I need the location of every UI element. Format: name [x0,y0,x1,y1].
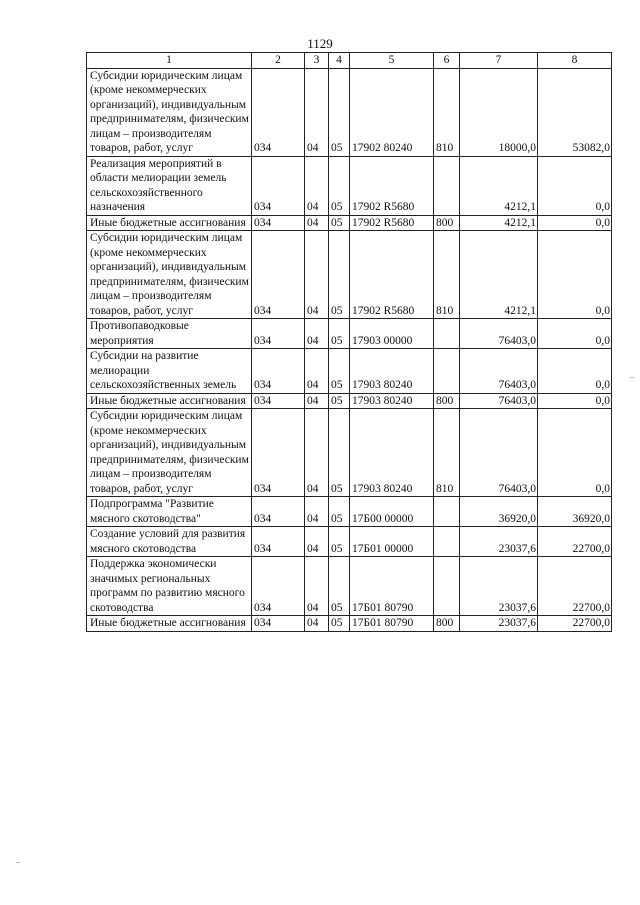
cell-target-article: 17903 80240 [350,349,434,394]
cell-amount-1: 4212,1 [460,215,538,231]
cell-amount-2: 0,0 [538,231,612,319]
cell-code-admin: 034 [252,527,305,557]
cell-expense-type: 810 [434,68,460,156]
cell-section: 04 [305,349,329,394]
cell-target-article: 17903 80240 [350,409,434,497]
row-name: Субсидии юридическим лицам (кроме некоммерческих организаций), индивидуальным предпринимателям, физическим лицам – производителям товаров, работ, услуг [87,231,252,319]
row-name: Иные бюджетные ассигнования [87,616,252,632]
table-row [87,319,612,349]
cell-expense-type: 800 [434,393,460,409]
row-name: Реализация мероприятий в области мелиорации земель сельскохозяйственного назначения [87,156,252,215]
cell-expense-type [434,319,460,349]
cell-subsection: 05 [329,215,350,231]
scan-speck [16,862,20,863]
row-name: Иные бюджетные ассигнования [87,215,252,231]
table-row [87,497,612,527]
cell-amount-1: 76403,0 [460,319,538,349]
row-name: Подпрограмма "Развитие мясного скотоводства" [87,497,252,527]
table-row [87,68,612,156]
cell-subsection: 05 [329,349,350,394]
cell-target-article: 17903 00000 [350,319,434,349]
cell-amount-2: 0,0 [538,156,612,215]
cell-amount-2: 53082,0 [538,68,612,156]
cell-amount-1: 4212,1 [460,156,538,215]
cell-subsection: 05 [329,319,350,349]
cell-amount-2: 22700,0 [538,557,612,616]
table-row [87,616,612,632]
cell-subsection: 05 [329,497,350,527]
col-header-1: 1 [87,53,252,69]
cell-expense-type [434,349,460,394]
table-row [87,393,612,409]
cell-target-article: 17Б01 80790 [350,557,434,616]
table-row [87,349,612,394]
cell-code-admin: 034 [252,393,305,409]
cell-section: 04 [305,393,329,409]
table-row [87,557,612,616]
cell-code-admin: 034 [252,319,305,349]
cell-target-article: 17902 R5680 [350,215,434,231]
cell-section: 04 [305,319,329,349]
cell-subsection: 05 [329,68,350,156]
table-row [87,215,612,231]
cell-subsection: 05 [329,393,350,409]
cell-target-article: 17902 R5680 [350,156,434,215]
cell-subsection: 05 [329,231,350,319]
cell-amount-2: 0,0 [538,215,612,231]
cell-subsection: 05 [329,557,350,616]
cell-section: 04 [305,215,329,231]
cell-target-article: 17Б01 80790 [350,616,434,632]
cell-code-admin: 034 [252,68,305,156]
cell-code-admin: 034 [252,497,305,527]
cell-expense-type: 810 [434,409,460,497]
col-header-7: 7 [460,53,538,69]
cell-subsection: 05 [329,156,350,215]
cell-subsection: 05 [329,527,350,557]
cell-amount-2: 22700,0 [538,527,612,557]
table-row [87,527,612,557]
cell-amount-1: 23037,6 [460,616,538,632]
cell-subsection: 05 [329,616,350,632]
cell-expense-type: 800 [434,215,460,231]
cell-code-admin: 034 [252,616,305,632]
cell-section: 04 [305,156,329,215]
cell-amount-2: 0,0 [538,319,612,349]
cell-amount-1: 36920,0 [460,497,538,527]
cell-expense-type: 810 [434,231,460,319]
page-number: 1129 [307,36,333,51]
cell-expense-type [434,497,460,527]
cell-amount-2: 0,0 [538,349,612,394]
cell-amount-2: 0,0 [538,393,612,409]
cell-expense-type: 800 [434,616,460,632]
scan-speck [630,377,634,378]
col-header-8: 8 [538,53,612,69]
cell-expense-type [434,557,460,616]
table-row [87,231,612,319]
cell-amount-1: 23037,6 [460,527,538,557]
cell-section: 04 [305,616,329,632]
cell-code-admin: 034 [252,409,305,497]
cell-target-article: 17Б01 00000 [350,527,434,557]
table-row [87,409,612,497]
cell-code-admin: 034 [252,349,305,394]
cell-target-article: 17902 80240 [350,68,434,156]
cell-section: 04 [305,409,329,497]
cell-amount-2: 0,0 [538,409,612,497]
cell-expense-type [434,156,460,215]
row-name: Противопаводковые мероприятия [87,319,252,349]
cell-amount-2: 36920,0 [538,497,612,527]
cell-section: 04 [305,68,329,156]
cell-section: 04 [305,231,329,319]
cell-amount-2: 22700,0 [538,616,612,632]
cell-target-article: 17902 R5680 [350,231,434,319]
row-name: Создание условий для развития мясного скотоводства [87,527,252,557]
cell-amount-1: 76403,0 [460,409,538,497]
col-header-6: 6 [434,53,460,69]
cell-amount-1: 76403,0 [460,393,538,409]
cell-code-admin: 034 [252,215,305,231]
table-row [87,156,612,215]
row-name: Субсидии юридическим лицам (кроме некоммерческих организаций), индивидуальным предпринимателям, физическим лицам – производителям товаров, работ, услуг [87,409,252,497]
cell-amount-1: 4212,1 [460,231,538,319]
cell-target-article: 17903 80240 [350,393,434,409]
cell-amount-1: 76403,0 [460,349,538,394]
row-name: Поддержка экономически значимых региональных программ по развитию мясного скотоводства [87,557,252,616]
cell-code-admin: 034 [252,557,305,616]
table-header-row [87,53,612,69]
cell-section: 04 [305,497,329,527]
cell-section: 04 [305,557,329,616]
row-name: Субсидии юридическим лицам (кроме некоммерческих организаций), индивидуальным предпринимателям, физическим лицам – производителям товаров, работ, услуг [87,68,252,156]
cell-section: 04 [305,527,329,557]
col-header-5: 5 [350,53,434,69]
cell-amount-1: 23037,6 [460,557,538,616]
budget-table [86,52,612,632]
col-header-4: 4 [329,53,350,69]
cell-subsection: 05 [329,409,350,497]
cell-code-admin: 034 [252,156,305,215]
cell-code-admin: 034 [252,231,305,319]
cell-amount-1: 18000,0 [460,68,538,156]
col-header-2: 2 [252,53,305,69]
row-name: Субсидии на развитие мелиорации сельскохозяйственных земель [87,349,252,394]
row-name: Иные бюджетные ассигнования [87,393,252,409]
cell-expense-type [434,527,460,557]
col-header-3: 3 [305,53,329,69]
cell-target-article: 17Б00 00000 [350,497,434,527]
